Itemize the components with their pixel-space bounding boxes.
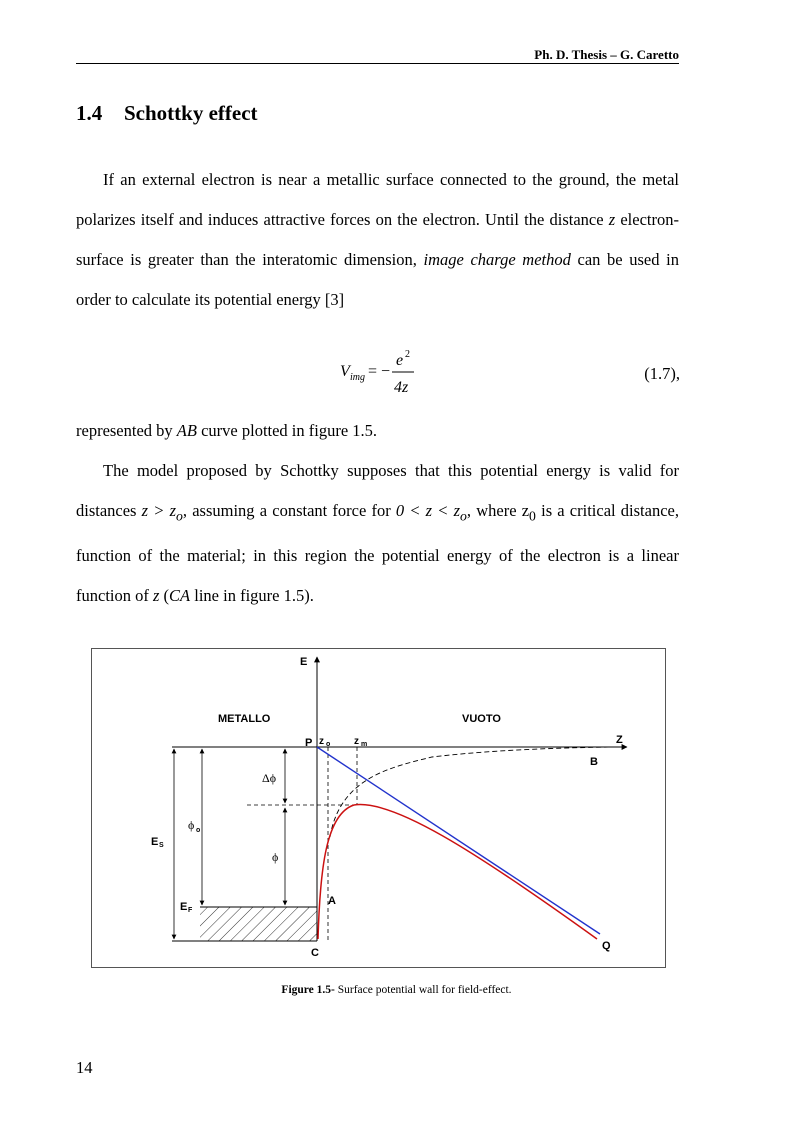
para1-var-z: z	[608, 210, 616, 229]
para2-text-2: curve plotted in figure 1.5.	[196, 421, 378, 440]
label-phi-o-sub: o	[196, 827, 201, 834]
eq-lhs: V	[340, 363, 350, 380]
para3-var-z: z	[152, 586, 160, 606]
para1-emphasis: image charge method	[423, 250, 571, 269]
para1-text-2: electron-surface is greater than the interatomic dimension,	[76, 210, 679, 269]
running-header: Ph. D. Thesis – G. Caretto	[534, 47, 679, 62]
line-cq	[317, 747, 600, 934]
potential-diagram	[92, 649, 665, 967]
label-Q: Q	[602, 940, 611, 952]
eq-denominator: 4z	[394, 379, 409, 396]
caption-label: Figure 1.5-	[281, 984, 335, 996]
para3-text-3: , where z	[466, 501, 530, 520]
eq-numerator: e	[396, 352, 404, 369]
label-zo: z	[319, 736, 324, 747]
eq-numerator-sup: 2	[405, 349, 410, 360]
paragraph-2	[76, 411, 679, 451]
para3-text-4: is a critical distance, function of the material; in this region the potential energy of the electron is a linear function of	[76, 501, 679, 606]
label-zo-sub: o	[326, 741, 331, 748]
label-P: P	[305, 737, 313, 749]
para2-emphasis: AB	[176, 421, 197, 440]
label-Z: Z	[616, 734, 623, 746]
label-EF: E	[180, 901, 188, 913]
label-metallo: METALLO	[218, 713, 271, 725]
para3-text-6: line in figure 1.5).	[190, 586, 314, 606]
section-heading	[76, 101, 258, 126]
paragraph-3	[76, 451, 679, 616]
para3-z0-sub: 0	[529, 508, 536, 524]
label-vuoto: VUOTO	[462, 713, 501, 725]
figure-1-5	[91, 648, 666, 968]
para1-text-3: can be used in order to calculate its potential energy [3]	[76, 250, 679, 309]
para3-emphasis: CA	[169, 586, 191, 606]
label-zm: z	[354, 736, 359, 747]
para3-cond-1: $z > z_o$	[141, 501, 183, 524]
label-phi: ϕ	[272, 850, 279, 864]
equation-number: (1.7),	[644, 364, 680, 383]
para3-text-5: (	[159, 586, 170, 606]
label-C: C	[311, 947, 319, 959]
label-phi-o: ϕ	[188, 818, 195, 832]
para2-text-1: represented by	[76, 421, 177, 440]
paragraph-1	[76, 160, 679, 320]
label-Es: E	[151, 836, 159, 848]
para3-text-1: The model proposed by Schottky supposes that this potential energy is valid for distances	[76, 461, 679, 520]
section-title: Schottky effect	[124, 101, 258, 125]
figure-caption	[0, 984, 793, 996]
caption-text: Surface potential wall for field-effect.	[334, 984, 512, 996]
image-curve-ab	[330, 747, 612, 837]
label-delta-phi: Δϕ	[262, 771, 277, 785]
label-EF-sub: F	[188, 907, 193, 914]
label-zm-sub: m	[361, 741, 368, 748]
para3-text-2: , assuming a constant force for	[182, 501, 396, 520]
header-rule	[76, 63, 679, 64]
filled-band-hatch	[200, 907, 317, 941]
page-number: 14	[76, 1058, 93, 1077]
para3-cond-2: $0 < z < z_o$	[395, 501, 467, 524]
eq-lhs-sub: img	[350, 372, 365, 383]
curve-aq	[318, 805, 597, 939]
label-E: E	[300, 656, 308, 668]
section-number: 1.4	[76, 101, 103, 125]
label-Es-sub: S	[159, 842, 164, 849]
para1-text-1: If an external electron is near a metallic surface connected to the ground, the metal polarizes itself and induces attractive forces on the electron. Until the distance	[76, 170, 679, 229]
label-A: A	[328, 895, 336, 907]
label-B: B	[590, 756, 598, 768]
eq-equals: = −	[368, 363, 391, 380]
